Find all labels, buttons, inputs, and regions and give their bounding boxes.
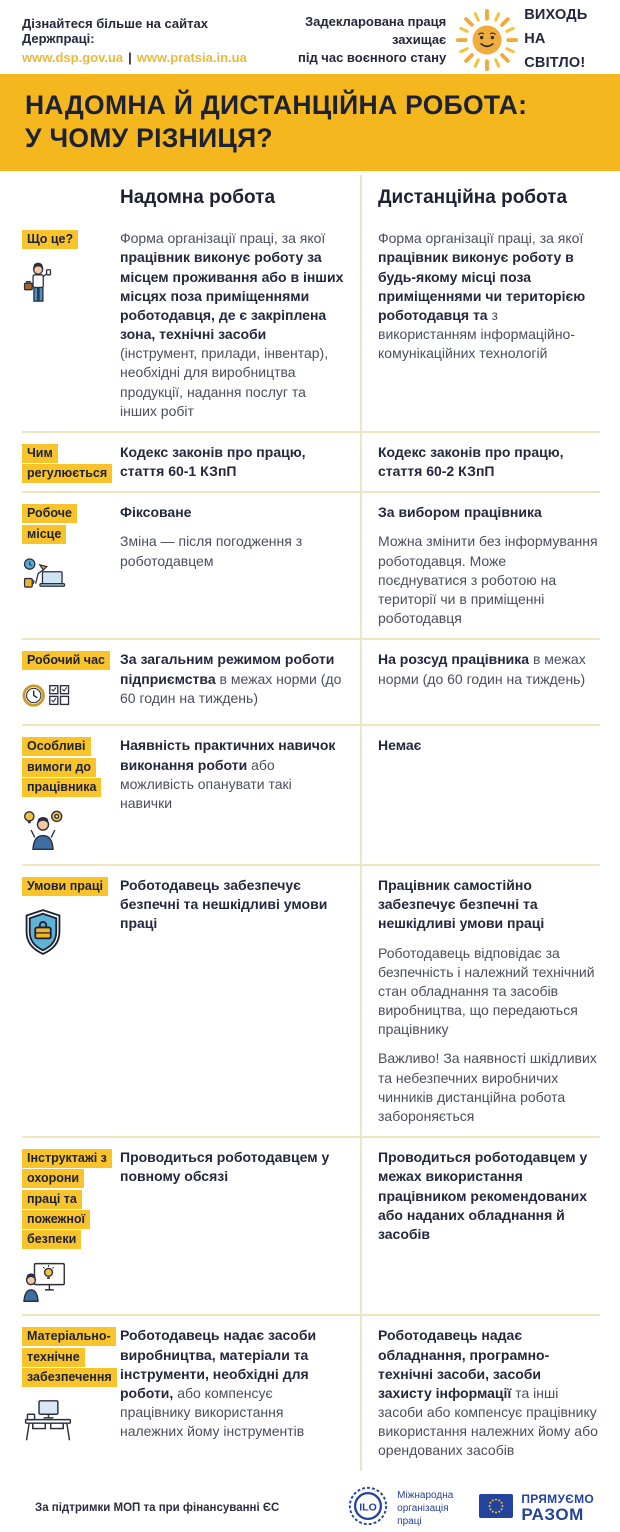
text-segment: Немає xyxy=(378,737,422,754)
person-briefcase-icon xyxy=(22,262,114,313)
remote-cell xyxy=(360,866,600,1136)
text-segment: працівник виконує роботу за місцем проживання або в інших місцях поза приміщеннями роботодавця, де є закріплена зона, технічні засоби xyxy=(120,249,344,343)
remote-cell xyxy=(360,1316,600,1470)
presentation-board-icon xyxy=(22,1261,114,1308)
header-info xyxy=(22,16,263,65)
text-segment: Роботодавець надає засоби виробництва, матеріали та інструменти, необхідні для роботи, xyxy=(120,1327,317,1401)
text-segment: Кодекс законів про працю, стаття 60-1 КЗпП xyxy=(120,443,306,480)
row-label-cell xyxy=(22,1316,120,1470)
text-segment: Зміна — після погодження з роботодавцем xyxy=(120,533,303,569)
label-column-spacer xyxy=(22,175,120,219)
ilo-name-line2: організація xyxy=(397,1502,449,1514)
text-segment: Можна змінити без інформування роботодавця. Може поєднуватися з роботою на території чи в приміщенні роботодавця xyxy=(378,533,598,627)
cell-paragraph xyxy=(120,1326,344,1441)
site-links xyxy=(22,50,263,65)
cell-paragraph xyxy=(120,650,344,708)
info-title: Дізнайтеся більше на сайтах Держпраці: xyxy=(22,15,208,46)
text-segment: Форма організації праці, за якої xyxy=(120,230,326,247)
cell-paragraph xyxy=(120,876,344,934)
text-segment: в межах норми (до 60 годин на тиждень) xyxy=(378,651,586,687)
title-band xyxy=(0,74,620,171)
row-label-chip: Робоче місце xyxy=(22,504,77,543)
text-segment: Роботодавець надає обладнання, програмно-технічні засоби, засоби захисту інформації xyxy=(378,1327,550,1401)
home-cell xyxy=(120,640,360,724)
ilo-logo-group xyxy=(347,1485,453,1532)
cell-paragraph xyxy=(120,736,344,813)
text-segment: Проводиться роботодавцем у повному обсязі xyxy=(120,1149,330,1185)
home-cell xyxy=(120,493,360,638)
campaign-text xyxy=(524,4,604,76)
table-row xyxy=(22,1314,600,1470)
text-segment: За вибором працівника xyxy=(378,504,542,521)
header-bar xyxy=(0,0,620,74)
column-header-row xyxy=(22,175,600,219)
text-segment: Роботодавець відповідає за безпечність і належний технічний стан обладнання та засобів виробництва, що передаються працівнику xyxy=(378,944,595,1038)
page-title-line1: НАДОМНА Й ДИСТАНЦІЙНА РОБОТА: xyxy=(25,90,528,120)
eu-logo-group xyxy=(479,1492,594,1525)
text-segment: та інші засоби або компенсує працівнику використання належних йому або орендованих засобів xyxy=(378,1384,598,1459)
home-cell xyxy=(120,726,360,864)
cell-paragraph xyxy=(378,1049,598,1126)
home-cell xyxy=(120,219,360,431)
sun-with-tools-icon xyxy=(456,9,518,71)
desk-lamp-icon xyxy=(22,556,114,601)
text-segment: або компенсує працівнику використання належних йому інструментів xyxy=(120,1384,305,1440)
row-label-chip: Умови праці xyxy=(22,877,108,896)
text-segment: На розсуд працівника xyxy=(378,651,530,668)
remote-cell xyxy=(360,493,600,638)
page-title-line2: У ЧОМУ РІЗНИЦЯ? xyxy=(25,123,273,154)
cell-paragraph xyxy=(378,503,598,522)
cell-paragraph xyxy=(120,503,344,522)
cell-paragraph xyxy=(120,532,344,570)
cell-paragraph xyxy=(378,876,598,934)
column-header-remote: Дистанційна робота xyxy=(360,175,600,219)
text-segment: з використанням інформаційно-комунікаційних технологій xyxy=(378,306,576,362)
campaign-line1: ВИХОДЬ xyxy=(524,7,588,24)
row-label-cell xyxy=(22,219,120,431)
text-segment: Фіксоване xyxy=(120,504,192,521)
text-segment: або можливість опанувати такі навички xyxy=(120,756,292,811)
text-segment: Працівник самостійно забезпечує безпечні та нешкідливі умови праці xyxy=(378,877,545,932)
home-cell xyxy=(120,1138,360,1314)
comparison-table xyxy=(22,175,600,1470)
home-cell xyxy=(120,1316,360,1470)
link-dsp[interactable]: www.dsp.gov.ua xyxy=(22,49,124,65)
table-row xyxy=(22,1136,600,1314)
table-row xyxy=(22,638,600,724)
text-segment: (інструмент, прилади, інвентар), необхідні для виробництва продукції, надання послуг та інших робіт xyxy=(120,345,329,419)
ilo-name-line1: Міжнародна xyxy=(397,1489,454,1501)
remote-cell xyxy=(360,1138,600,1314)
row-label-cell xyxy=(22,493,120,638)
cell-paragraph xyxy=(378,650,598,688)
text-segment: За загальним режимом роботи підприємства xyxy=(120,651,335,687)
row-label-chip: Що це? xyxy=(22,230,78,249)
ilo-name-line3: праці xyxy=(397,1515,422,1527)
footer-logos xyxy=(347,1485,594,1532)
text-segment: в межах норми (до 60 годин на тиждень) xyxy=(120,670,342,706)
cell-paragraph xyxy=(378,443,598,481)
link-separator: | xyxy=(128,49,132,65)
slogan-line1: Задекларована праця захищає xyxy=(304,13,447,47)
cell-paragraph xyxy=(378,1148,598,1244)
row-label-chip: Робочий час xyxy=(22,651,110,670)
cell-paragraph xyxy=(378,532,598,628)
ilo-emblem-icon xyxy=(347,1485,389,1532)
text-segment: Важливо! За наявності шкідливих та небезпечних виробничих чинників дистанційна робота забороняється xyxy=(378,1050,597,1124)
remote-cell xyxy=(360,726,600,864)
person-ideas-icon xyxy=(22,809,114,858)
eu-line2: РАЗОМ xyxy=(521,1504,584,1524)
eu-line1: ПРЯМУЄМО xyxy=(521,1491,594,1506)
row-label-cell xyxy=(22,726,120,864)
desk-computer-icon xyxy=(22,1399,114,1447)
cell-paragraph xyxy=(378,1326,598,1460)
home-cell xyxy=(120,433,360,491)
table-row xyxy=(22,724,600,864)
clock-grid-icon xyxy=(22,683,114,713)
cell-paragraph xyxy=(378,229,598,363)
text-segment: Роботодавець забезпечує безпечні та нешкідливі умови праці xyxy=(120,877,328,932)
shield-briefcase-icon xyxy=(22,908,114,961)
table-row xyxy=(22,864,600,1136)
row-label-cell xyxy=(22,640,120,724)
cell-paragraph xyxy=(378,736,598,755)
table-row xyxy=(22,431,600,491)
row-label-cell xyxy=(22,1138,120,1314)
eu-flag-icon xyxy=(479,1494,513,1523)
text-segment: Наявність практичних навичок виконання роботи xyxy=(120,737,336,773)
table-row xyxy=(22,491,600,638)
remote-cell xyxy=(360,433,600,491)
footer xyxy=(0,1471,620,1532)
ilo-name xyxy=(397,1489,453,1528)
link-pratsia[interactable]: www.pratsia.in.ua xyxy=(136,49,247,65)
slogan-line2: під час воєнного стану xyxy=(297,50,447,66)
column-header-home: Надомна робота xyxy=(120,187,276,209)
remote-cell xyxy=(360,219,600,431)
svg-text:ILO: ILO xyxy=(359,1500,377,1513)
cell-paragraph xyxy=(378,944,598,1040)
row-label-chip: Інструктажі з охорони праці та пожежної безпеки xyxy=(22,1149,112,1249)
row-label-chip: Особливі вимоги до працівника xyxy=(22,737,101,797)
text-segment: працівник виконує роботу в будь-якому місці поза приміщеннями чи територією роботодавця та xyxy=(378,249,586,323)
comparison-rows xyxy=(22,219,600,1470)
home-cell xyxy=(120,866,360,1136)
remote-cell xyxy=(360,640,600,724)
campaign-line2: НА СВІТЛО! xyxy=(524,31,586,71)
cell-paragraph xyxy=(120,443,344,481)
cell-paragraph xyxy=(120,229,344,421)
row-label-chip: Чим регулюється xyxy=(22,444,112,483)
text-segment: Проводиться роботодавцем у межах використання працівником рекомендованих або наданих обладнання й засобів xyxy=(378,1149,588,1242)
cell-paragraph xyxy=(120,1148,344,1186)
text-segment: Кодекс законів про працю, стаття 60-2 КЗпП xyxy=(378,443,564,480)
row-label-chip: Матеріально-технічне забезпечення xyxy=(22,1327,117,1387)
row-label-cell xyxy=(22,433,120,491)
slogan xyxy=(263,13,446,68)
text-segment: Форма організації праці, за якої xyxy=(378,230,584,247)
table-row xyxy=(22,219,600,431)
eu-campaign-name xyxy=(521,1492,594,1525)
support-note: За підтримки МОП та при фінансуванні ЄС xyxy=(35,1502,280,1515)
row-label-cell xyxy=(22,866,120,1136)
